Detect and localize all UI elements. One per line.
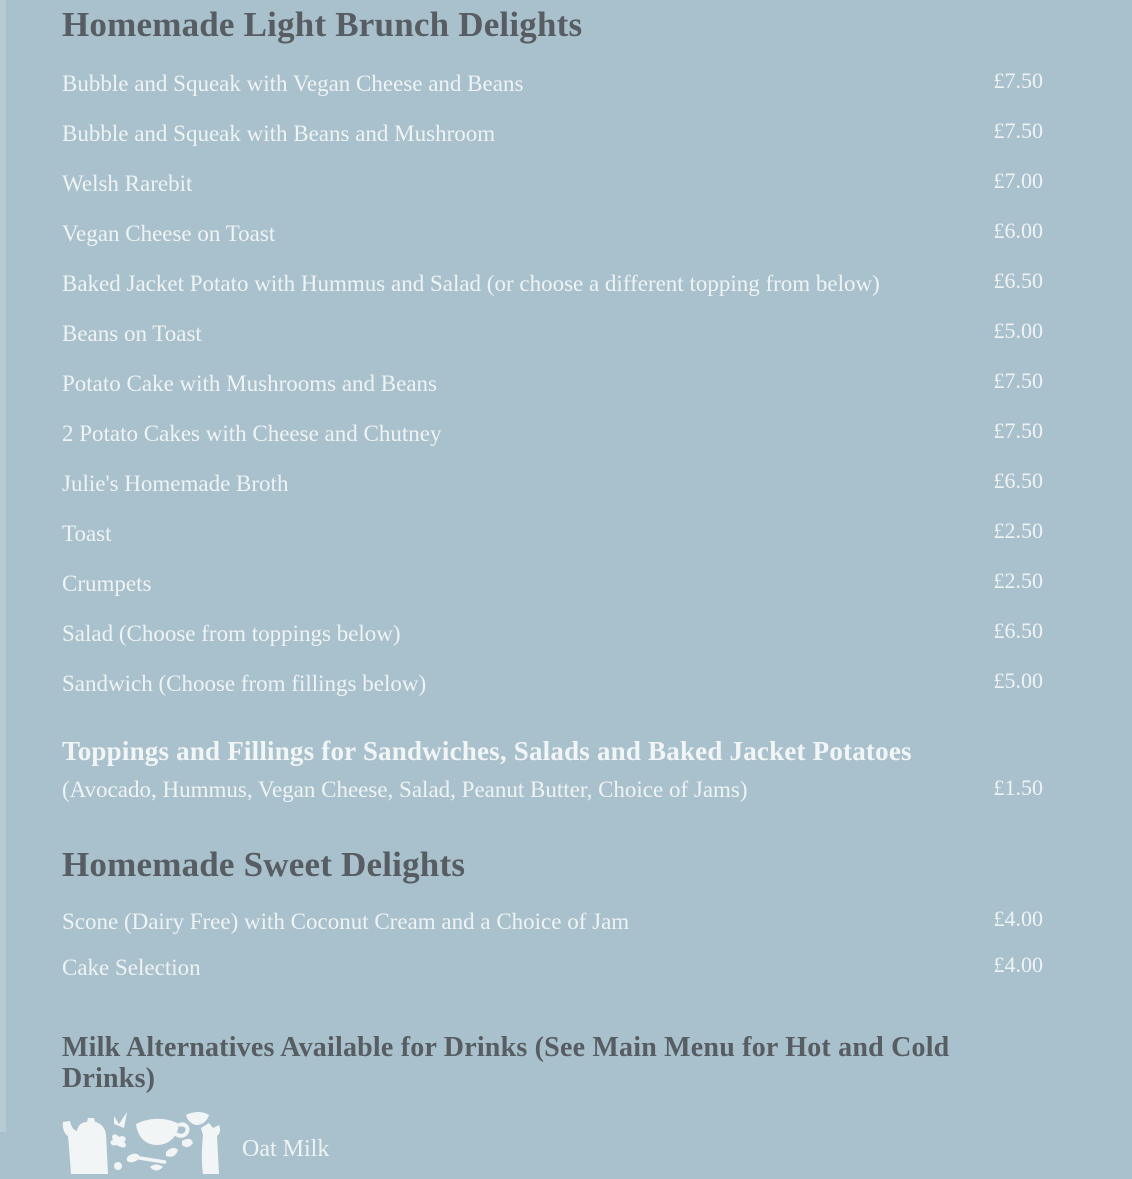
menu-item-price: £4.00 (993, 906, 1043, 931)
menu-item-row (62, 259, 1043, 309)
menu-item-name: Sandwich (Choose from fillings below) (62, 671, 427, 696)
toppings-text-block (62, 737, 912, 804)
menu-item-row (62, 159, 1043, 209)
menu-item-row (62, 899, 1043, 945)
sweet-menu-list (62, 899, 1043, 991)
menu-item-price: £7.50 (993, 368, 1043, 393)
menu-item-price: £7.50 (993, 118, 1043, 143)
menu-item-row (62, 659, 1043, 709)
menu-item-name: Bubble and Squeak with Beans and Mushroom (62, 121, 496, 146)
menu-item-name: Bubble and Squeak with Vegan Cheese and Beans (62, 71, 524, 96)
menu-item-name: Toast (62, 521, 112, 546)
menu-item-row (62, 459, 1043, 509)
menu-item-row (62, 409, 1043, 459)
menu-item-row (62, 509, 1043, 559)
milk-section-title: Milk Alternatives Available for Drinks (See Main Menu for Hot and Cold Drinks) (62, 1032, 950, 1094)
menu-item-name: Julie's Homemade Broth (62, 471, 289, 496)
menu-item-row (62, 359, 1043, 409)
menu-item-name: 2 Potato Cakes with Cheese and Chutney (62, 421, 442, 446)
menu-item-row (62, 59, 1043, 109)
menu-item-price: £7.50 (993, 418, 1043, 443)
menu-item-price: £6.50 (993, 618, 1043, 643)
menu-item-price: £5.00 (993, 318, 1043, 343)
menu-item-name: Potato Cake with Mushrooms and Beans (62, 371, 437, 396)
menu-item-name: Cake Selection (62, 955, 201, 980)
menu-item-price: £6.50 (993, 468, 1043, 493)
toppings-section-title: Toppings and Fillings for Sandwiches, Salads and Baked Jacket Potatoes (62, 736, 912, 766)
toppings-section (62, 737, 1043, 804)
menu-item-row (62, 309, 1043, 359)
menu-item-name: Welsh Rarebit (62, 171, 193, 196)
menu-item-price: £7.00 (993, 168, 1043, 193)
menu-item-name: Vegan Cheese on Toast (62, 221, 276, 246)
brunch-menu-list (62, 59, 1043, 709)
menu-item-row (62, 109, 1043, 159)
page-edge-strip (0, 0, 6, 1132)
menu-item-price: £2.50 (993, 518, 1043, 543)
menu-item-price: £4.00 (993, 952, 1043, 977)
toppings-section-subtitle: (Avocado, Hummus, Vegan Cheese, Salad, Peanut Butter, Choice of Jams) (62, 777, 748, 802)
menu-item-name: Scone (Dairy Free) with Coconut Cream and a Choice of Jam (62, 909, 630, 934)
menu-item-name: Crumpets (62, 571, 152, 596)
menu-item-price: £7.50 (993, 68, 1043, 93)
menu-item-price: £6.00 (993, 218, 1043, 243)
menu-item-price: £5.00 (993, 668, 1043, 693)
sweet-section-title: Homemade Sweet Delights (62, 845, 466, 884)
menu-item-row (62, 609, 1043, 659)
toppings-price: £1.50 (993, 775, 1043, 800)
menu-item-row (62, 945, 1043, 991)
menu-item-price: £6.50 (993, 268, 1043, 293)
menu-item-name: Beans on Toast (62, 321, 202, 346)
menu-item-name: Baked Jacket Potato with Hummus and Salad (or choose a different topping from below) (62, 271, 880, 296)
milk-alternative-label: Oat Milk (242, 1136, 330, 1162)
milk-alternative-row (62, 1112, 1043, 1179)
tea-set-pattern-icon (62, 1112, 220, 1179)
menu-item-price: £2.50 (993, 568, 1043, 593)
menu-item-row (62, 209, 1043, 259)
brunch-section-title: Homemade Light Brunch Delights (62, 5, 583, 44)
menu-item-name: Salad (Choose from toppings below) (62, 621, 401, 646)
menu-item-row (62, 559, 1043, 609)
